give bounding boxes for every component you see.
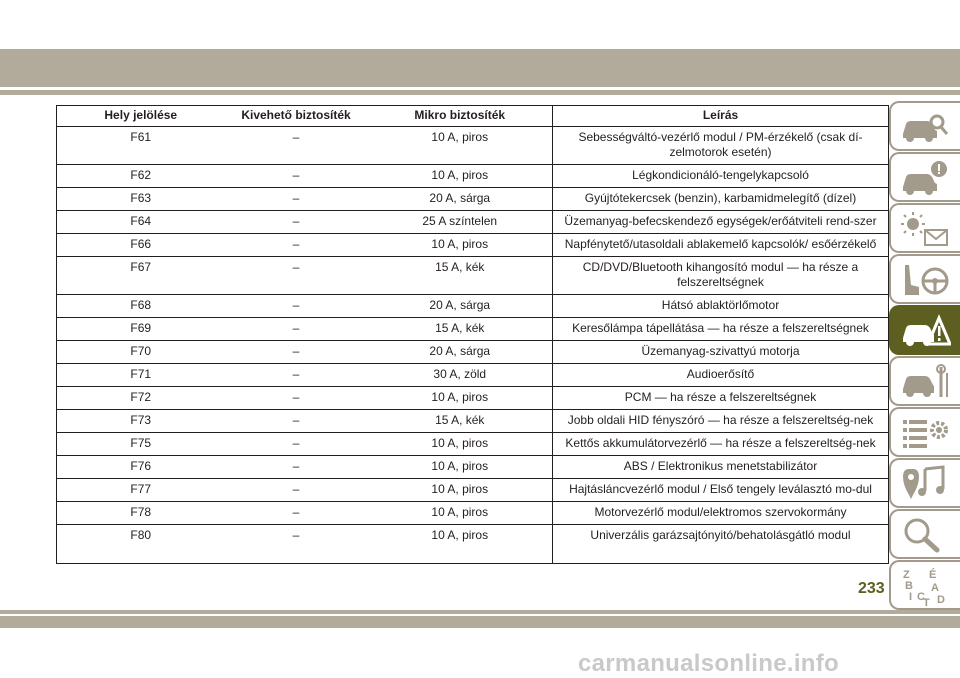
table-row <box>57 211 889 234</box>
header-cartridge-fuse: Kivehető biztosíték <box>225 106 368 127</box>
cell-description: Keresőlámpa tápellátása — ha része a felszereltségnek <box>553 318 889 341</box>
car-info-icon <box>899 159 951 197</box>
cell-micro: 20 A, sárga <box>368 188 553 211</box>
table-row <box>57 188 889 211</box>
fuse-table <box>56 105 889 564</box>
table-row <box>57 341 889 364</box>
table-row <box>57 127 889 165</box>
cell-location: F71 <box>57 364 225 387</box>
tab-car-hazard[interactable] <box>889 305 960 355</box>
cell-micro: 10 A, piros <box>368 525 553 564</box>
cell-location: F80 <box>57 525 225 564</box>
cell-cartridge: – <box>225 127 368 165</box>
cell-cartridge: – <box>225 387 368 410</box>
cell-micro: 10 A, piros <box>368 165 553 188</box>
index-letter: D <box>937 594 945 606</box>
seat-steering-wheel-icon <box>899 261 951 299</box>
cell-location: F70 <box>57 341 225 364</box>
alphabet-index-icon <box>899 567 951 607</box>
cell-micro: 10 A, piros <box>368 479 553 502</box>
table-row <box>57 387 889 410</box>
cell-cartridge: – <box>225 234 368 257</box>
cell-micro: 10 A, piros <box>368 127 553 165</box>
cell-description: Kettős akkumulátorvezérlő — ha része a felszereltség-nek <box>553 433 889 456</box>
tab-alphabet-index[interactable] <box>889 560 960 610</box>
table-row <box>57 257 889 295</box>
cell-micro: 10 A, piros <box>368 234 553 257</box>
cell-location: F67 <box>57 257 225 295</box>
car-search-icon <box>899 108 951 146</box>
index-letter: Z <box>903 569 910 581</box>
cell-cartridge: – <box>225 410 368 433</box>
cell-description: Légkondicionáló-tengelykapcsoló <box>553 165 889 188</box>
cell-description: Üzemanyag-befecskendező egységek/erőátviteli rend-szer <box>553 211 889 234</box>
cell-cartridge: – <box>225 341 368 364</box>
cell-cartridge: – <box>225 165 368 188</box>
cell-cartridge: – <box>225 188 368 211</box>
cell-cartridge: – <box>225 211 368 234</box>
header-location: Hely jelölése <box>57 106 225 127</box>
chapter-tabs <box>889 101 960 611</box>
cell-micro: 15 A, kék <box>368 410 553 433</box>
specifications-gear-icon <box>899 414 951 452</box>
table-row <box>57 525 889 564</box>
header-band <box>0 49 960 87</box>
header-micro-fuse: Mikro biztosíték <box>368 106 553 127</box>
watermark: carmanualsonline.info <box>578 650 840 677</box>
cell-cartridge: – <box>225 433 368 456</box>
index-letter: B <box>905 580 913 592</box>
cell-description: Gyújtótekercsek (benzin), karbamidmelegítő (dízel) <box>553 188 889 211</box>
cell-cartridge: – <box>225 295 368 318</box>
table-row <box>57 456 889 479</box>
cell-micro: 30 A, zöld <box>368 364 553 387</box>
cell-location: F77 <box>57 479 225 502</box>
index-letter: C <box>917 591 925 603</box>
tab-car-service[interactable] <box>889 356 960 406</box>
table-row <box>57 479 889 502</box>
multimedia-icon <box>899 465 951 503</box>
cell-location: F69 <box>57 318 225 341</box>
magnifier-index-icon <box>899 516 951 554</box>
cell-description: Motorvezérlő modul/elektromos szervokormány <box>553 502 889 525</box>
cell-location: F68 <box>57 295 225 318</box>
tab-warning-lights[interactable] <box>889 203 960 253</box>
cell-description: Hátsó ablaktörlőmotor <box>553 295 889 318</box>
tab-multimedia[interactable] <box>889 458 960 508</box>
table-row <box>57 410 889 433</box>
cell-location: F64 <box>57 211 225 234</box>
cell-micro: 10 A, piros <box>368 456 553 479</box>
cell-description: Jobb oldali HID fényszóró — ha része a felszereltség-nek <box>553 410 889 433</box>
table-header-row <box>57 106 889 127</box>
cell-location: F78 <box>57 502 225 525</box>
tab-seat-steering[interactable] <box>889 254 960 304</box>
table-row <box>57 318 889 341</box>
table-row <box>57 502 889 525</box>
car-service-tools-icon <box>899 363 951 401</box>
table-row <box>57 165 889 188</box>
cell-cartridge: – <box>225 525 368 564</box>
cell-location: F62 <box>57 165 225 188</box>
cell-location: F63 <box>57 188 225 211</box>
cell-description: Sebességváltó-vezérlő modul / PM-érzékelő (csak dí-zelmotorok esetén) <box>553 127 889 165</box>
cell-description: Hajtásláncvezérlő modul / Első tengely leválasztó mo-dul <box>553 479 889 502</box>
tab-car-search[interactable] <box>889 101 960 151</box>
cell-micro: 15 A, kék <box>368 257 553 295</box>
cell-cartridge: – <box>225 257 368 295</box>
cell-location: F72 <box>57 387 225 410</box>
tab-search-index[interactable] <box>889 509 960 559</box>
cell-description: Audioerősítő <box>553 364 889 387</box>
cell-location: F75 <box>57 433 225 456</box>
page-number: 233 <box>858 580 885 597</box>
cell-cartridge: – <box>225 318 368 341</box>
cell-description: Univerzális garázsajtónyitó/behatolásgátló modul <box>553 525 889 564</box>
warning-lights-message-icon <box>899 210 951 248</box>
footer-band <box>0 616 960 628</box>
tab-car-info[interactable] <box>889 152 960 202</box>
table-row <box>57 364 889 387</box>
tab-specifications[interactable] <box>889 407 960 457</box>
cell-location: F76 <box>57 456 225 479</box>
cell-micro: 25 A színtelen <box>368 211 553 234</box>
header-description: Leírás <box>553 106 889 127</box>
cell-description: CD/DVD/Bluetooth kihangosító modul — ha része a felszereltségnek <box>553 257 889 295</box>
cell-micro: 20 A, sárga <box>368 341 553 364</box>
cell-cartridge: – <box>225 364 368 387</box>
cell-micro: 10 A, piros <box>368 433 553 456</box>
index-letter: A <box>931 582 939 594</box>
cell-location: F66 <box>57 234 225 257</box>
cell-micro: 10 A, piros <box>368 387 553 410</box>
cell-location: F61 <box>57 127 225 165</box>
cell-micro: 15 A, kék <box>368 318 553 341</box>
cell-description: Üzemanyag-szivattyú motorja <box>553 341 889 364</box>
cell-cartridge: – <box>225 502 368 525</box>
car-hazard-icon <box>899 312 951 350</box>
index-letter: I <box>909 591 913 603</box>
cell-cartridge: – <box>225 479 368 502</box>
cell-cartridge: – <box>225 456 368 479</box>
cell-description: PCM — ha része a felszereltségnek <box>553 387 889 410</box>
cell-micro: 20 A, sárga <box>368 295 553 318</box>
table-row <box>57 433 889 456</box>
table-row <box>57 234 889 257</box>
footer-rule <box>0 610 960 614</box>
cell-location: F73 <box>57 410 225 433</box>
index-letter: T <box>923 597 930 607</box>
index-letter: É <box>929 569 937 581</box>
header-rule <box>0 90 960 95</box>
cell-description: Napfénytető/utasoldali ablakemelő kapcsolók/ esőérzékelő <box>553 234 889 257</box>
table-row <box>57 295 889 318</box>
cell-micro: 10 A, piros <box>368 502 553 525</box>
cell-description: ABS / Elektronikus menetstabilizátor <box>553 456 889 479</box>
